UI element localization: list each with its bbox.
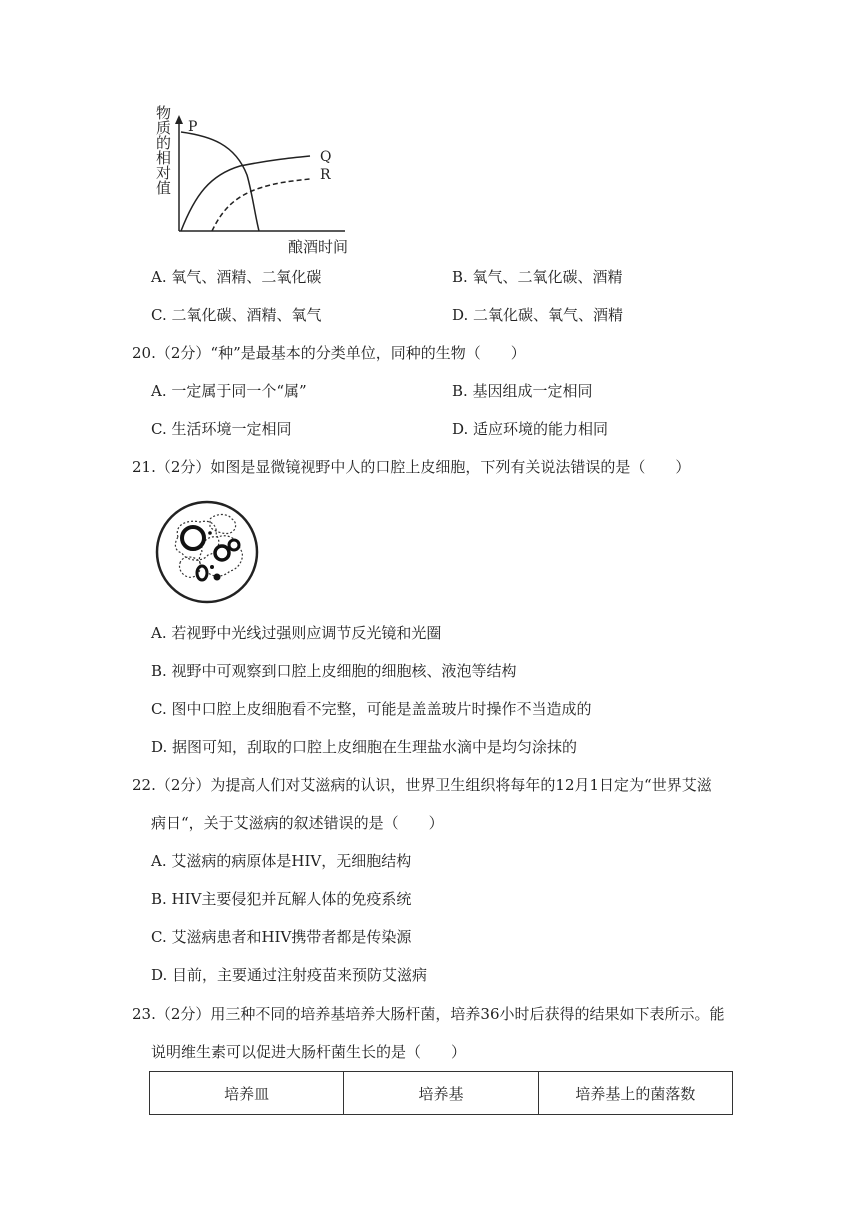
table-header-colonies: 培养基上的菌落数 bbox=[538, 1072, 732, 1115]
label-r: R bbox=[320, 167, 331, 183]
dot-2 bbox=[208, 531, 212, 535]
dot-1 bbox=[210, 565, 214, 569]
microscope-view-svg bbox=[152, 497, 262, 607]
label-q: Q bbox=[320, 149, 332, 165]
q19-option-c[interactable]: C. 二氧化碳、酒精、氧气 bbox=[151, 306, 322, 324]
q23-stem-line1: 23.（2分）用三种不同的培养基培养大肠杆菌，培养36小时后获得的结果如下表所示。能 bbox=[132, 1005, 725, 1023]
curve-r bbox=[212, 179, 310, 231]
field-of-view-circle bbox=[157, 502, 257, 602]
q20-stem: 20.（2分）“种”是最基本的分类单位，同种的生物（ ） bbox=[132, 344, 526, 362]
q21-option-d[interactable]: D. 据图可知，刮取的口腔上皮细胞在生理盐水滴中是均匀涂抹的 bbox=[151, 738, 578, 756]
q22-stem-line1: 22.（2分）为提高人们对艾滋病的认识，世界卫生组织将每年的12月1日定为“世界艾滋 bbox=[132, 776, 712, 794]
q20-option-d[interactable]: D. 适应环境的能力相同 bbox=[452, 420, 609, 438]
q22-option-b[interactable]: B. HIV主要侵犯并瓦解人体的免疫系统 bbox=[151, 890, 412, 908]
q20-option-b[interactable]: B. 基因组成一定相同 bbox=[452, 382, 593, 400]
table-header-medium: 培养基 bbox=[344, 1072, 538, 1115]
table-header-row bbox=[150, 1072, 733, 1115]
q19-option-b[interactable]: B. 氧气、二氧化碳、酒精 bbox=[452, 268, 623, 286]
q22-option-c[interactable]: C. 艾滋病患者和HIV携带者都是传染源 bbox=[151, 928, 412, 946]
label-p: P bbox=[188, 119, 198, 135]
q23-stem-line2: 说明维生素可以促进大肠杆菌生长的是（ ） bbox=[151, 1043, 467, 1061]
q19-option-d[interactable]: D. 二氧化碳、氧气、酒精 bbox=[452, 306, 624, 324]
q21-stem: 21.（2分）如图是显微镜视野中人的口腔上皮细胞，下列有关说法错误的是（ ） bbox=[132, 458, 691, 476]
q22-option-d[interactable]: D. 目前，主要通过注射疫苗来预防艾滋病 bbox=[151, 966, 428, 984]
q21-option-c[interactable]: C. 图中口腔上皮细胞看不完整，可能是盖盖玻片时操作不当造成的 bbox=[151, 700, 592, 718]
y-axis-arrow bbox=[175, 115, 183, 124]
q19-option-a[interactable]: A. 氧气、酒精、二氧化碳 bbox=[151, 268, 322, 286]
y-axis-label: 物质的相对值 bbox=[154, 105, 172, 195]
q22-stem-line2: 病日“，关于艾滋病的叙述错误的是（ ） bbox=[151, 814, 444, 832]
graph-figure bbox=[150, 100, 370, 260]
table-header-dish: 培养皿 bbox=[150, 1072, 344, 1115]
q21-option-b[interactable]: B. 视野中可观察到口腔上皮细胞的细胞核、液泡等结构 bbox=[151, 662, 517, 680]
x-axis-label: 酿酒时间 bbox=[288, 238, 349, 256]
q20-option-a[interactable]: A. 一定属于同一个“属” bbox=[151, 382, 307, 400]
q20-option-c[interactable]: C. 生活环境一定相同 bbox=[151, 420, 292, 438]
q21-option-a[interactable]: A. 若视野中光线过强则应调节反光镜和光圈 bbox=[151, 624, 442, 642]
nucleus-5 bbox=[214, 574, 221, 581]
q22-option-a[interactable]: A. 艾滋病的病原体是HIV，无细胞结构 bbox=[151, 852, 412, 870]
microscope-figure bbox=[152, 497, 262, 607]
culture-table bbox=[149, 1071, 733, 1115]
